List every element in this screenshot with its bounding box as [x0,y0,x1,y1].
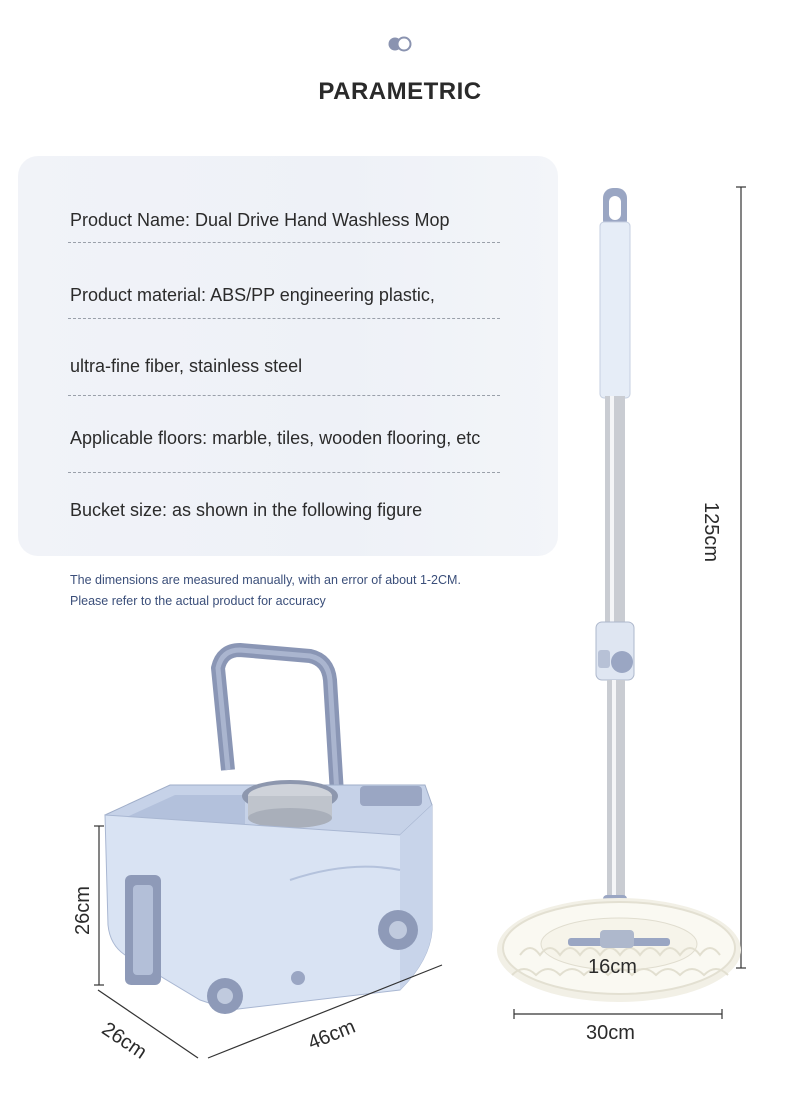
mop-handle [596,188,634,925]
page-title: PARAMETRIC [318,78,482,105]
mop-head-width-label: 30cm [586,1022,635,1044]
spin-bucket [105,650,432,1014]
mop-height-label: 125cm [700,502,722,563]
spec-floors: Applicable floors: marble, tiles, wooden flooring, etc [70,428,481,448]
measurement-note: The dimensions are measured manually, with an error of about 1-2CM. [70,573,461,587]
bucket-height-label: 26cm [72,886,94,935]
spec-material-cont: ultra-fine fiber, stainless steel [70,356,303,376]
spec-product-name: Product Name: Dual Drive Hand Washless Mop [70,210,450,230]
mop-width-dimension-line [514,1009,722,1019]
bucket-depth-label: 26cm [97,1018,151,1064]
bucket-height-dimension-line [94,826,104,985]
spec-bucket-size: Bucket size: as shown in the following figure [70,500,423,520]
accuracy-note: Please refer to the actual product for accuracy [70,594,326,608]
bucket-length-label: 46cm [305,1015,359,1055]
mop-head [497,898,741,1002]
mop-height-dimension-line [736,187,746,968]
spec-material: Product material: ABS/PP engineering plastic, [70,285,435,305]
mop-head-inner-label: 16cm [588,956,637,978]
